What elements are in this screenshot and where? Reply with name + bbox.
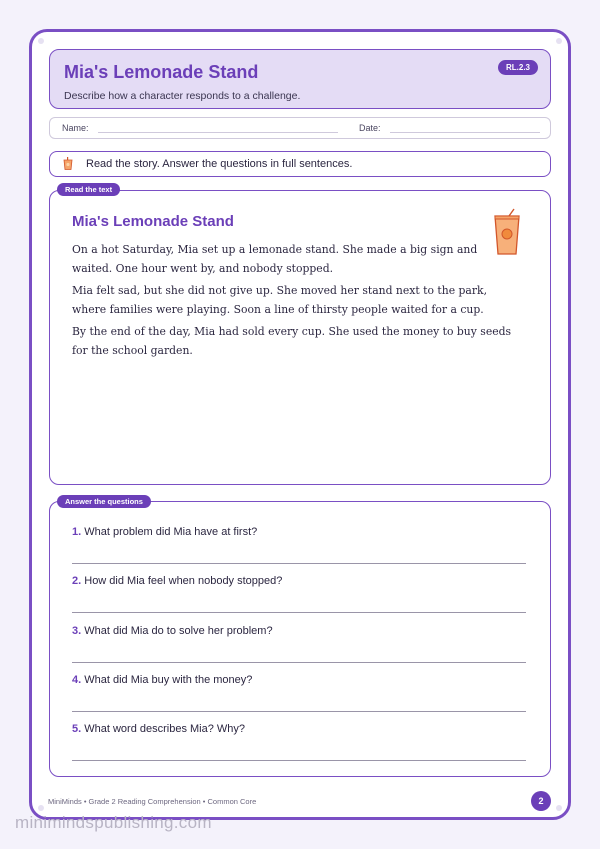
lemonade-cup-icon: [493, 208, 521, 256]
corner-dot: [38, 805, 44, 811]
corner-dot: [556, 805, 562, 811]
answer-questions-tab: Answer the questions: [57, 495, 151, 508]
read-text-tab: Read the text: [57, 183, 120, 196]
story-paragraph: By the end of the day, Mia had sold every cup. She used the money to buy seeds for the school garden.: [72, 325, 512, 357]
story-title: Mia's Lemonade Stand: [72, 213, 234, 230]
footer-text: MiniMinds • Grade 2 Reading Comprehension • Common Core: [48, 797, 257, 806]
date-line[interactable]: [390, 132, 540, 133]
question-1: 1. What problem did Mia have at first?: [72, 526, 258, 538]
answer-line-2[interactable]: [72, 612, 526, 613]
answer-line-1[interactable]: [72, 563, 526, 564]
question-2: 2. How did Mia feel when nobody stopped?: [72, 575, 283, 587]
answer-line-5[interactable]: [72, 760, 526, 761]
questions-panel: [49, 501, 551, 777]
lemonade-cup-icon: [63, 157, 73, 170]
question-3: 3. What did Mia do to solve her problem?: [72, 625, 273, 637]
story-paragraph: On a hot Saturday, Mia set up a lemonade stand. She made a big sign and waited. One hour went by, and nobody stopped.: [72, 243, 478, 275]
corner-dot: [556, 38, 562, 44]
worksheet-header: [49, 49, 551, 109]
name-date-bar: [49, 117, 551, 139]
name-label: Name:: [62, 123, 89, 133]
date-label: Date:: [359, 123, 381, 133]
story-panel: [49, 190, 551, 485]
question-4: 4. What did Mia buy with the money?: [72, 674, 253, 686]
answer-line-4[interactable]: [72, 711, 526, 712]
instructions-text: Read the story. Answer the questions in full sentences.: [86, 158, 353, 170]
story-paragraph: Mia felt sad, but she did not give up. She moved her stand next to the park, where families were playing. Soon a line of thirsty people waited for a cup.: [72, 284, 488, 316]
standard-badge: RL.2.3: [498, 60, 538, 75]
watermark: minimindspublishing.com: [15, 813, 212, 832]
name-line[interactable]: [98, 132, 338, 133]
corner-dot: [38, 38, 44, 44]
answer-line-3[interactable]: [72, 662, 526, 663]
question-5: 5. What word describes Mia? Why?: [72, 723, 246, 735]
page-title: Mia's Lemonade Stand: [64, 62, 259, 82]
page-number-badge: 2: [531, 791, 551, 811]
instructions-bar: [49, 151, 551, 177]
page-subtitle: Describe how a character responds to a challenge.: [64, 90, 301, 102]
